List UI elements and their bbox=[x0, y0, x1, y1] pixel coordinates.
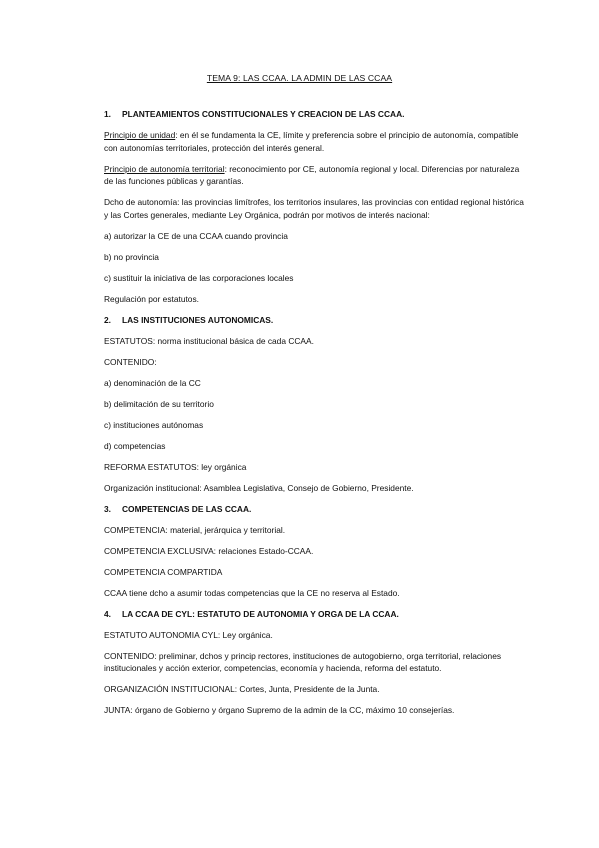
list-item: d) competencias bbox=[104, 440, 166, 451]
list-item: b) delimitación de su territorio bbox=[104, 398, 214, 409]
term-label: Principio de autonomía territorial bbox=[104, 163, 225, 174]
paragraph-dcho-autonomia: Dcho de autonomía: las provincias limítrofes, los territorios insulares, las provincias con entidad regional histórica y las Cortes generales, mediante Ley Orgánica, podrán por motivos de interés nacional: bbox=[104, 197, 524, 220]
list-item: c) instituciones autónomas bbox=[104, 419, 204, 430]
section-heading-3 bbox=[104, 503, 524, 516]
list-item: b) no provincia bbox=[104, 251, 159, 262]
page-title: TEMA 9: LAS CCAA. LA ADMIN DE LAS CCAA bbox=[206, 73, 393, 83]
section-title: COMPETENCIAS DE LAS CCAA. bbox=[122, 503, 252, 514]
paragraph-junta: JUNTA: órgano de Gobierno y órgano Supremo de la admin de la CC, máximo 10 consejerías. bbox=[104, 705, 455, 715]
paragraph-estatuto-cyl: ESTATUTO AUTONOMIA CYL: Ley orgánica. bbox=[104, 629, 273, 640]
term-label: Principio de unidad bbox=[104, 130, 176, 140]
document-body bbox=[104, 108, 524, 725]
section-number: 3. bbox=[104, 503, 111, 514]
term-text: : reconocimiento por CE, autonomía regional y local. Diferencias por naturaleza de las funciones públicas y garantías. bbox=[104, 163, 520, 186]
paragraph-contenido: CONTENIDO: bbox=[104, 356, 157, 367]
paragraph-organizacion: Organización institucional: Asamblea Legislativa, Consejo de Gobierno, Presidente. bbox=[104, 482, 414, 493]
paragraph-compartida: COMPETENCIA COMPARTIDA bbox=[104, 566, 223, 577]
section-heading-2 bbox=[104, 314, 524, 327]
term-text: : en él se fundamenta la CE, límite y preferencia sobre el principio de autonomía, compatible con autonomías territoriales, protección del interés general. bbox=[104, 130, 519, 153]
section-title: LA CCAA DE CYL: ESTATUTO DE AUTONOMIA Y ORGA DE LA CCAA. bbox=[122, 608, 399, 619]
section-heading-1 bbox=[104, 108, 524, 121]
paragraph-reforma: REFORMA ESTATUTOS: ley orgánica bbox=[104, 461, 247, 472]
paragraph-ccaa: CCAA tiene dcho a asumir todas competencias que la CE no reserva al Estado. bbox=[104, 587, 400, 598]
list-item: c) sustituir la iniciativa de las corporaciones locales bbox=[104, 272, 294, 283]
section-heading-4 bbox=[104, 608, 524, 621]
paragraph-exclusiva: COMPETENCIA EXCLUSIVA: relaciones Estado-CCAA. bbox=[104, 545, 314, 556]
list-item: a) autorizar la CE de una CCAA cuando provincia bbox=[104, 230, 288, 241]
section-title: PLANTEAMIENTOS CONSTITUCIONALES Y CREACION DE LAS CCAA. bbox=[122, 109, 405, 119]
paragraph-unidad bbox=[104, 129, 524, 154]
paragraph-contenido-cyl: CONTENIDO: preliminar, dchos y princip rectores, instituciones de autogobierno, orga territorial, relaciones institucionales y acción exterior, competencias, economía y hacienda, reforma del estatuto. bbox=[104, 650, 502, 673]
section-title: LAS INSTITUCIONES AUTONOMICAS. bbox=[122, 314, 274, 325]
paragraph-estatutos: ESTATUTOS: norma institucional básica de cada CCAA. bbox=[104, 335, 314, 346]
paragraph-organizacion-cyl: ORGANIZACIÓN INSTITUCIONAL: Cortes, Junta, Presidente de la Junta. bbox=[104, 684, 380, 694]
section-number: 1. bbox=[104, 109, 111, 119]
paragraph-autonomia bbox=[104, 163, 524, 188]
paragraph-competencia: COMPETENCIA: material, jerárquica y territorial. bbox=[104, 524, 286, 535]
list-item: a) denominación de la CC bbox=[104, 377, 201, 388]
section-number: 4. bbox=[104, 608, 111, 619]
paragraph-regulacion: Regulación por estatutos. bbox=[104, 293, 199, 304]
section-number: 2. bbox=[104, 314, 111, 325]
